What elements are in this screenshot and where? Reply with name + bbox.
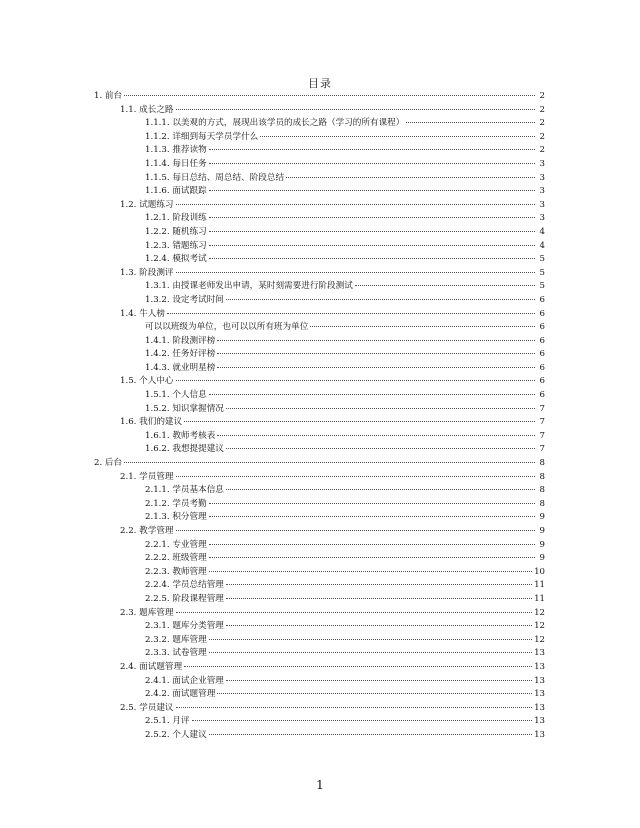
toc-entry-label: 1.1.5. 每日总结、周总结、阶段总结: [145, 172, 285, 183]
dot-leader: [286, 177, 535, 178]
toc-entry-label: 2.1. 学员管理: [120, 471, 174, 482]
dot-leader: [176, 272, 535, 273]
toc-entry-label: 2.2.5. 阶段课程管理: [145, 593, 224, 604]
toc-entry[interactable]: [0, 294, 640, 308]
toc-entry-page: 9: [539, 539, 545, 550]
toc-entry-page: 12: [534, 634, 545, 645]
toc-entry-page: 6: [539, 335, 545, 346]
toc-entry[interactable]: [0, 525, 640, 539]
toc-entry-label: 1.2.2. 随机练习: [145, 226, 207, 237]
dot-leader: [176, 109, 535, 110]
toc-entry-page: 7: [539, 417, 545, 428]
toc-entry-label: 1.2.3. 错题练习: [145, 240, 207, 251]
dot-leader: [217, 367, 535, 368]
toc-entry-page: 6: [539, 294, 545, 305]
toc-entry-page: 6: [539, 390, 545, 401]
dot-leader: [176, 204, 535, 205]
toc-entry-page: 3: [539, 186, 545, 197]
toc-entry-page: 13: [534, 675, 545, 686]
toc-entry[interactable]: [0, 539, 640, 553]
toc-entry-page: 13: [534, 729, 545, 740]
toc-entry-label: 可以以班级为单位，也可以以所有班为单位: [145, 322, 309, 333]
toc-entry-page: 13: [534, 648, 545, 659]
toc-entry-label: 1.5.2. 知识掌握情况: [145, 403, 224, 414]
toc-entry[interactable]: [0, 498, 640, 512]
toc-entry-page: 9: [539, 553, 545, 564]
toc-entry-label: 1.4.1. 阶段测评榜: [145, 335, 216, 346]
dot-leader: [209, 544, 535, 545]
toc-entry-label: 2.1.3. 积分管理: [145, 512, 207, 523]
toc-entry[interactable]: [0, 321, 640, 335]
toc-entry-label: 2.2.2. 班级管理: [145, 553, 207, 564]
dot-leader: [176, 612, 533, 613]
toc-entry[interactable]: [0, 185, 640, 199]
dot-leader: [310, 326, 535, 327]
dot-leader: [355, 285, 535, 286]
toc-entry-page: 5: [539, 254, 545, 265]
toc-entry[interactable]: [0, 212, 640, 226]
toc-entry-label: 1.3. 阶段测评: [120, 267, 174, 278]
toc-entry-page: 5: [539, 281, 545, 292]
dot-leader: [226, 489, 535, 490]
dot-leader: [226, 680, 532, 681]
toc-entry-page: 2: [539, 91, 545, 101]
dot-leader: [226, 584, 532, 585]
toc-entry-label: 1.2.1. 阶段训练: [145, 213, 207, 224]
toc-entry[interactable]: [0, 240, 640, 254]
dot-leader: [184, 421, 535, 422]
toc-entry[interactable]: [0, 511, 640, 525]
toc-entry-label: 2.2. 教学管理: [120, 526, 174, 536]
toc-entry[interactable]: [0, 702, 640, 716]
toc-entry[interactable]: [0, 593, 640, 607]
toc-entry-label: 1.2. 试题练习: [120, 199, 174, 210]
toc-entry[interactable]: [0, 308, 640, 322]
toc-entry-label: 1.4. 牛人榜: [120, 308, 165, 319]
dot-leader: [184, 666, 532, 667]
toc-entry[interactable]: [0, 199, 640, 213]
toc-entry[interactable]: [0, 715, 640, 729]
toc-entry-page: 12: [534, 607, 545, 618]
dot-leader: [406, 122, 535, 123]
dot-leader: [209, 557, 535, 558]
toc-entry[interactable]: [0, 144, 640, 158]
dot-leader: [209, 639, 532, 640]
toc-entry-page: 13: [534, 689, 545, 700]
toc-entry-label: 2.3.3. 试卷管理: [145, 648, 207, 659]
dot-leader: [217, 435, 535, 436]
toc-entry-label: 1.6. 我们的建议: [120, 417, 183, 428]
dot-leader: [217, 340, 535, 341]
toc-entry-label: 2.1.1. 学员基本信息: [145, 485, 224, 496]
toc-entry-page: 13: [534, 716, 545, 727]
toc-entry-label: 1.5.1. 个人信息: [145, 390, 207, 401]
toc-entry-label: 1.1.3. 推荐读物: [145, 145, 207, 156]
dot-leader: [226, 448, 535, 449]
toc-entry[interactable]: [0, 430, 640, 444]
dot-leader: [176, 380, 535, 381]
toc-entry-page: 3: [539, 199, 545, 210]
toc-entry-page: 11: [534, 593, 545, 604]
toc-entry[interactable]: [0, 280, 640, 294]
toc-entry-page: 8: [539, 485, 545, 496]
toc-entry-label: 2.3.2. 题库管理: [145, 634, 207, 645]
page-number: 1: [316, 778, 324, 792]
toc-entry-page: 6: [539, 308, 545, 319]
toc-entry[interactable]: [0, 375, 640, 389]
dot-leader: [192, 720, 533, 721]
toc-entry-label: 2.5.1. 月评: [145, 716, 190, 727]
dot-leader: [167, 313, 535, 314]
toc-entry-label: 2.2.4. 学员总结管理: [145, 580, 224, 591]
toc-entry-label: 1.4.3. 就业明星榜: [145, 362, 216, 373]
toc-entry[interactable]: [0, 634, 640, 648]
toc-entry-page: 8: [539, 458, 545, 469]
toc-entry-page: 4: [539, 240, 545, 251]
toc-entry-label: 1.3.1. 由授课老师发出申请，某时刻需要进行阶段测试: [145, 281, 353, 292]
toc-entry-label: 2.3. 题库管理: [120, 607, 174, 618]
dot-leader: [209, 394, 535, 395]
dot-leader: [209, 231, 535, 232]
toc-title: 目录: [308, 77, 332, 90]
dot-leader: [209, 163, 535, 164]
dot-leader: [217, 693, 532, 694]
toc-entry[interactable]: [0, 172, 640, 186]
toc-entry-page: 7: [539, 430, 545, 441]
toc-entry[interactable]: [0, 131, 640, 145]
toc-entry-label: 1. 前台: [94, 91, 123, 101]
dot-leader: [209, 503, 535, 504]
dot-leader: [209, 245, 535, 246]
toc-entry[interactable]: [0, 403, 640, 417]
toc-entry[interactable]: [0, 389, 640, 403]
toc-entry-page: 5: [539, 267, 545, 278]
toc-entry-label: 1.1.2. 详细到每天学员学什么: [145, 131, 259, 142]
dot-leader: [226, 408, 535, 409]
toc-entry-page: 3: [539, 172, 545, 183]
dot-leader: [209, 258, 535, 259]
toc-entry-page: 7: [539, 444, 545, 455]
toc-entry-label: 2.4.1. 面试企业管理: [145, 675, 224, 686]
toc-entry-page: 2: [539, 118, 545, 129]
toc-entry-page: 7: [539, 403, 545, 414]
toc-entry-label: 1.1.4. 每日任务: [145, 158, 207, 169]
toc-entry[interactable]: [0, 416, 640, 430]
dot-leader: [217, 353, 535, 354]
toc-entry-page: 8: [539, 471, 545, 482]
dot-leader: [209, 149, 535, 150]
toc-entry-page: 3: [539, 213, 545, 224]
toc-entry-label: 2.5.2. 个人建议: [145, 729, 207, 740]
toc-entry-label: 1.2.4. 模拟考试: [145, 254, 207, 265]
toc-entry-label: 2.5. 学员建议: [120, 702, 174, 713]
toc-entry-page: 6: [539, 362, 545, 373]
dot-leader: [209, 217, 535, 218]
toc-entry-page: 9: [539, 526, 545, 536]
table-of-contents: [0, 90, 640, 743]
toc-entry[interactable]: [0, 267, 640, 281]
toc-entry[interactable]: [0, 117, 640, 131]
dot-leader: [226, 625, 532, 626]
toc-entry-label: 1.3.2. 设定考试时间: [145, 294, 224, 305]
dot-leader: [209, 571, 532, 572]
dot-leader: [209, 652, 532, 653]
toc-entry-label: 1.6.2. 我想提提建议: [145, 444, 224, 455]
dot-leader: [260, 136, 535, 137]
toc-entry-label: 1.1.1. 以美观的方式，展现出该学员的成长之路（学习的所有课程）: [145, 118, 405, 129]
toc-entry-page: 12: [534, 621, 545, 632]
toc-entry-label: 2.4. 面试题管理: [120, 661, 183, 672]
toc-entry[interactable]: [0, 607, 640, 621]
toc-entry-page: 9: [539, 512, 545, 523]
toc-entry-label: 2.3.1. 题库分类管理: [145, 621, 224, 632]
dot-leader: [124, 462, 535, 463]
dot-leader: [226, 299, 535, 300]
toc-entry[interactable]: [0, 104, 640, 118]
toc-entry-label: 2.2.1. 专业管理: [145, 539, 207, 550]
toc-entry-page: 2: [539, 145, 545, 156]
toc-entry-page: 2: [539, 131, 545, 142]
toc-entry-page: 3: [539, 158, 545, 169]
toc-entry-label: 1.6.1. 教师考核表: [145, 430, 216, 441]
toc-entry[interactable]: [0, 566, 640, 580]
toc-entry-label: 2.2.3. 教师管理: [145, 566, 207, 577]
toc-entry-page: 4: [539, 226, 545, 237]
dot-leader: [176, 530, 535, 531]
toc-entry-page: 13: [534, 661, 545, 672]
toc-entry[interactable]: [0, 688, 640, 702]
toc-entry-page: 8: [539, 498, 545, 509]
dot-leader: [124, 95, 535, 96]
toc-entry[interactable]: [0, 158, 640, 172]
toc-entry-label: 1.1. 成长之路: [120, 104, 174, 115]
dot-leader: [209, 516, 535, 517]
toc-entry[interactable]: [0, 484, 640, 498]
toc-entry[interactable]: [0, 647, 640, 661]
toc-entry-page: 2: [539, 104, 545, 115]
toc-entry[interactable]: [0, 90, 640, 104]
toc-entry[interactable]: [0, 579, 640, 593]
toc-entry-label: 1.4.2. 任务好评榜: [145, 349, 216, 360]
toc-entry-page: 10: [534, 566, 545, 577]
toc-entry[interactable]: [0, 335, 640, 349]
toc-entry-label: 2.1.2. 学员考勤: [145, 498, 207, 509]
dot-leader: [226, 598, 532, 599]
toc-entry[interactable]: [0, 362, 640, 376]
toc-entry-page: 11: [534, 580, 545, 591]
toc-entry[interactable]: [0, 552, 640, 566]
toc-entry-page: 6: [539, 322, 545, 333]
toc-entry[interactable]: [0, 620, 640, 634]
toc-entry-label: 2. 后台: [94, 458, 123, 469]
toc-entry-label: 2.4.2. 面试题管理: [145, 689, 216, 700]
toc-entry[interactable]: [0, 729, 640, 743]
toc-entry-page: 13: [534, 702, 545, 713]
toc-entry[interactable]: [0, 661, 640, 675]
toc-entry[interactable]: [0, 443, 640, 457]
toc-entry[interactable]: [0, 226, 640, 240]
toc-entry[interactable]: [0, 471, 640, 485]
toc-entry[interactable]: [0, 253, 640, 267]
toc-entry-page: 6: [539, 376, 545, 387]
toc-entry[interactable]: [0, 348, 640, 362]
dot-leader: [209, 190, 535, 191]
toc-entry[interactable]: [0, 675, 640, 689]
dot-leader: [176, 707, 533, 708]
toc-entry[interactable]: [0, 457, 640, 471]
toc-entry-label: 1.1.6. 面试跟踪: [145, 186, 207, 197]
dot-leader: [176, 476, 535, 477]
toc-entry-page: 6: [539, 349, 545, 360]
toc-entry-label: 1.5. 个人中心: [120, 376, 174, 387]
dot-leader: [209, 734, 532, 735]
